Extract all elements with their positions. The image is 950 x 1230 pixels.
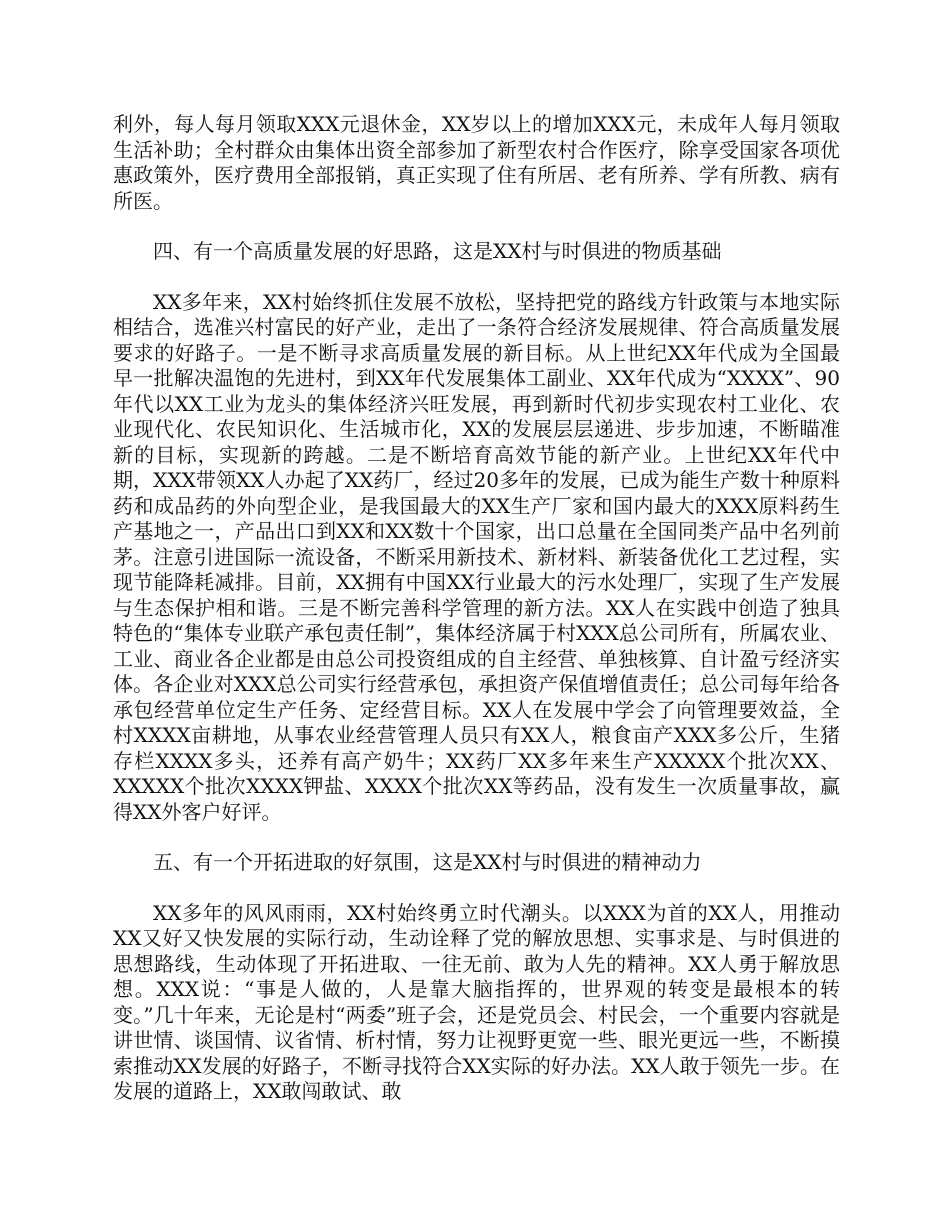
paragraph-continuation: 利外，每人每月领取XXX元退休金，XX岁以上的增加XXX元，未成年人每月领取生活补助；全村群众由集体出资全部参加了新型农村合作医疗，除享受国家各项优惠政策外，医疗费用全部报销，真正实现了住有所居、老有所养、学有所教、病有所医。: [113, 112, 840, 213]
paragraph-section-4: XX多年来，XX村始终抓住发展不放松，坚持把党的路线方针政策与本地实际相结合，选准兴村富民的好产业，走出了一条符合经济发展规律、符合高质量发展要求的好路子。一是不断寻求高质量发展的新目标。从上世纪XX年代成为全国最早一批解决温饱的先进村，到XX年代发展集体工副业、XX年代成为“XXXX”、90年代以XX工业为龙头的集体经济兴旺发展，再到新时代初步实现农村工业化、农业现代化、农民知识化、生活城市化，XX的发展层层递进、步步加速，不断瞄准新的目标，实现新的跨越。二是不断培育高效节能的新产业。上世纪XX年代中期，XXX带领XX人办起了XX药厂，经过20多年的发展，已成为能生产数十种原料药和成品药的外向型企业，是我国最大的XX生产厂家和国内最大的XXX原料药生产基地之一，产品出口到XX和XX数十个国家，出口总量在全国同类产品中名列前茅。注意引进国际一流设备，不断采用新技术、新材料、新装备优化工艺过程，实现节能降耗减排。目前，XX拥有中国XX行业最大的污水处理厂，实现了生产发展与生态保护相和谐。三是不断完善科学管理的新方法。XX人在实践中创造了独具特色的“集体专业联产承包责任制”，集体经济属于村XXX总公司所有，所属农业、工业、商业各企业都是由总公司投资组成的自主经营、单独核算、自计盈亏经济实体。各企业对XXX总公司实行经营承包，承担资产保值增值责任；总公司每年给各承包经营单位定生产任务、定经营目标。XX人在发展中学会了向管理要效益，全村XXXX亩耕地，从事农业经营管理人员只有XX人，粮食亩产XXX多公斤，生猪存栏XXXX多头，还养有高产奶牛；XX药厂XX多年来生产XXXXX个批次XX、XXXXX个批次XXXX钾盐、XXXX个批次XX等药品，没有发生一次质量事故，赢得XX外客户好评。: [113, 289, 840, 824]
paragraph-section-5: XX多年的风风雨雨，XX村始终勇立时代潮头。以XXX为首的XX人，用推动XX又好又快发展的实际行动，生动诠释了党的解放思想、实事求是、与时俱进的思想路线，生动体现了开拓进取、一往无前、敢为人先的精神。XX人勇于解放思想。XXX说：“事是人做的，人是靠大脑指挥的，世界观的转变是最根本的转变。”几十年来，无论是村“两委”班子会，还是党员会、村民会，一个重要内容就是讲世情、谈国情、议省情、析村情，努力让视野更宽一些、眼光更远一些，不断摸索推动XX发展的好路子，不断寻找符合XX实际的好办法。XX人敢于领先一步。在发展的道路上，XX敢闯敢试、敢: [113, 900, 840, 1103]
section-heading-5: 五、有一个开拓进取的好氛围，这是XX村与时俱进的精神动力: [153, 850, 702, 874]
document-page: [113, 112, 840, 1105]
section-heading-4: 四、有一个高质量发展的好思路，这是XX村与时俱进的物质基础: [153, 239, 722, 263]
